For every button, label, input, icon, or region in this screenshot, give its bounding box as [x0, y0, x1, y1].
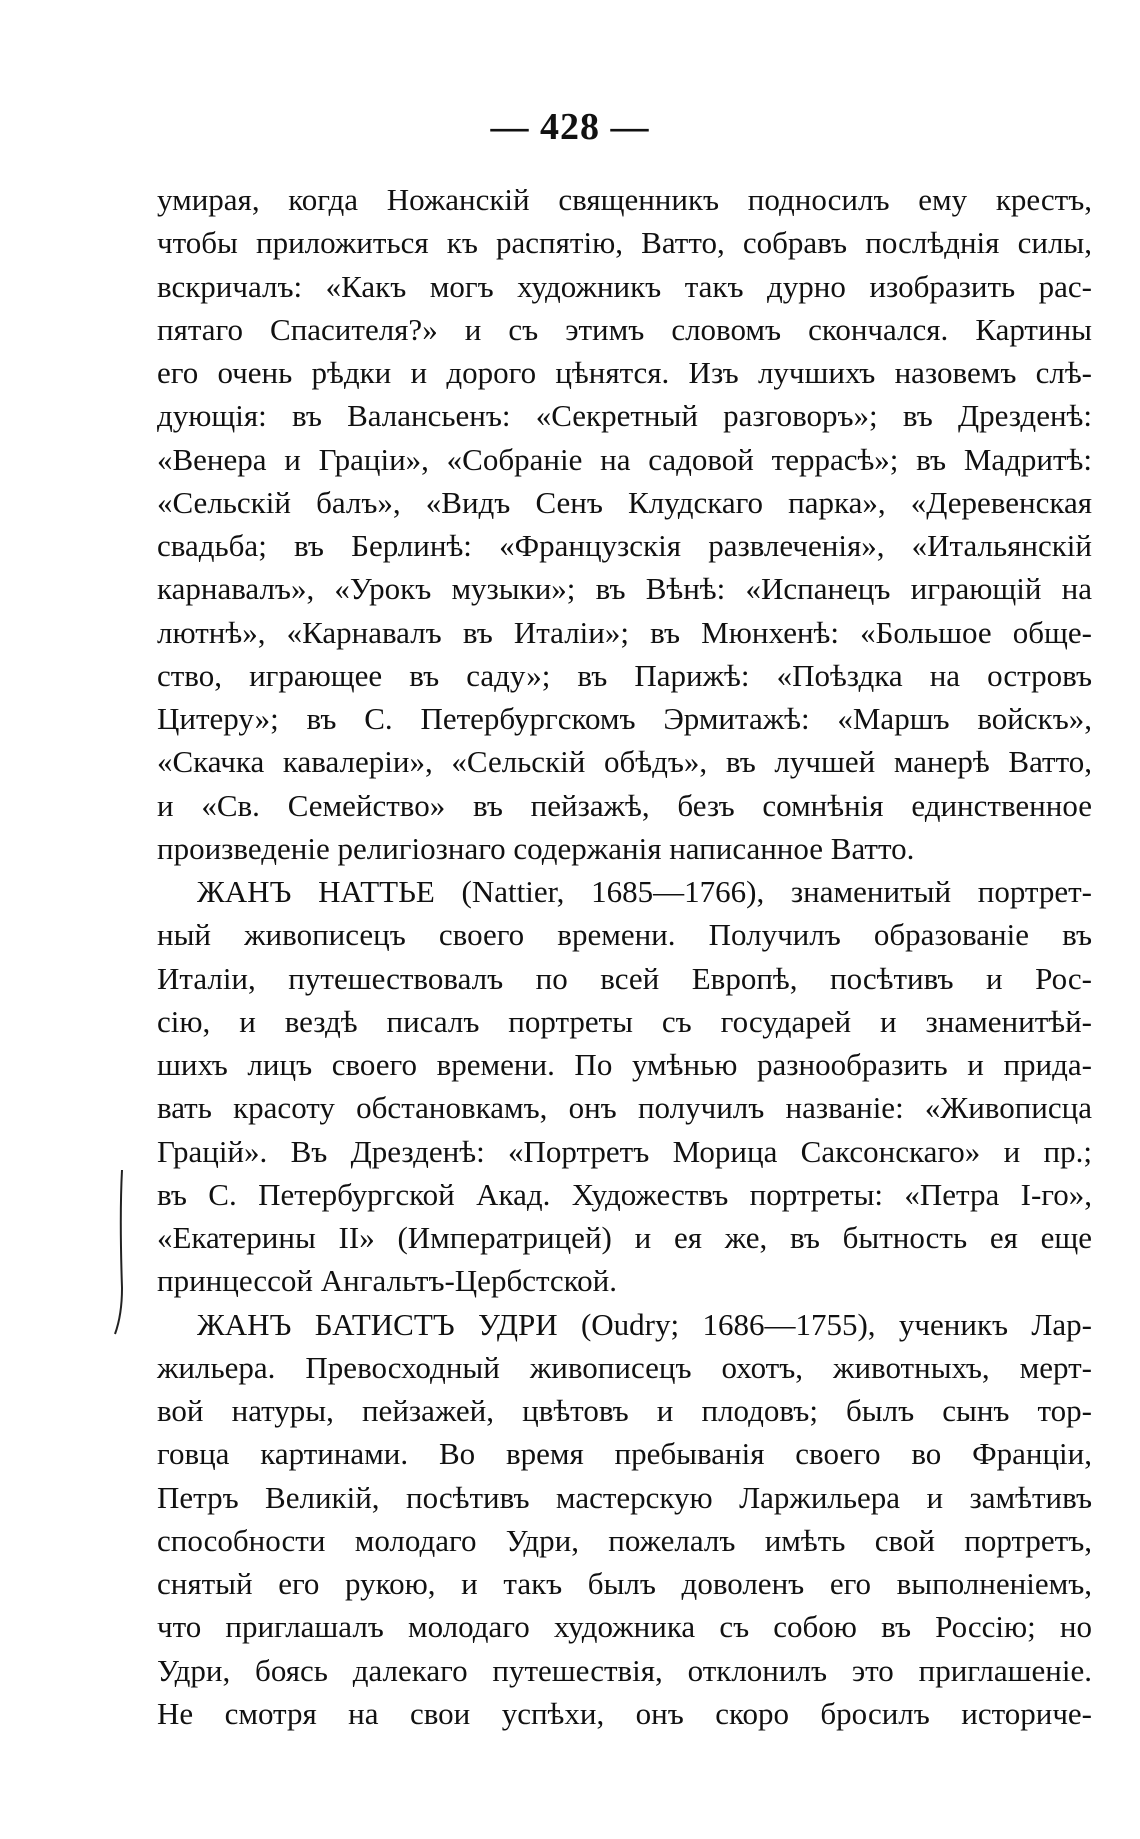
- text-line: «Сельскій балъ», «Видъ Сенъ Клудскаго парка», «Деревенская: [157, 484, 1092, 520]
- text-line: вать красоту обстановкамъ, онъ получилъ названіе: «Живописца: [157, 1090, 1092, 1126]
- text-line: шихъ лицъ своего времени. По умѣнью разнообразить и прида-: [157, 1047, 1092, 1082]
- text-line: Удри, боясь далекаго путешествія, отклонилъ это приглашеніе.: [157, 1652, 1092, 1688]
- text-line: ный живописецъ своего времени. Получилъ образованіе въ: [157, 917, 1092, 953]
- margin-pencil-mark: [112, 1168, 132, 1336]
- text-line: принцессой Ангальтъ-Цербстской.: [157, 1263, 617, 1299]
- text-line: дующія: въ Валансьенъ: «Секретный разговоръ»; въ Дрезденѣ:: [157, 398, 1092, 434]
- text-line: «Скачка кавалеріи», «Сельскій обѣдъ», въ лучшей манерѣ Ватто,: [157, 744, 1092, 780]
- text-line: Петръ Великій, посѣтивъ мастерскую Ларжильера и замѣтивъ: [157, 1479, 1092, 1515]
- entry-heading-line: ЖАНЪ БАТИСТЪ УДРИ (Oudry; 1686—1755), ученикъ Лар-: [197, 1306, 1092, 1342]
- text-line: пятаго Спасителя?» и съ этимъ словомъ скончался. Картины: [157, 311, 1092, 347]
- text-line: «Венера и Граціи», «Собраніе на садовой террасѣ»; въ Мадритѣ:: [157, 441, 1092, 477]
- entry-heading-line: ЖАНЪ НАТТЬЕ (Nattier, 1685—1766), знаменитый портрет-: [197, 874, 1092, 909]
- text-line: лютнѣ», «Карнавалъ въ Италіи»; въ Мюнхенѣ: «Большое обще-: [157, 614, 1092, 650]
- text-line: и «Св. Семейство» въ пейзажѣ, безъ сомнѣнія единственное: [157, 787, 1092, 823]
- text-line: ство, играющее въ саду»; въ Парижѣ: «Поѣздка на островъ: [157, 657, 1092, 693]
- text-line: вскричалъ: «Какъ могъ художникъ такъ дурно изобразить рас-: [157, 268, 1092, 304]
- text-line: чтобы приложиться къ распятію, Ватто, собравъ послѣднія силы,: [157, 225, 1092, 261]
- text-line: Цитеру»; въ С. Петербургскомъ Эрмитажѣ: «Маршъ войскъ»,: [157, 701, 1092, 736]
- text-line: карнавалъ», «Урокъ музыки»; въ Вѣнѣ: «Испанецъ играющій на: [157, 571, 1092, 607]
- text-line: въ С. Петербургской Акад. Художествъ портреты: «Петра I-го»,: [157, 1176, 1092, 1212]
- text-line: Италіи, путешествовалъ по всей Европѣ, посѣтивъ и Рос-: [157, 960, 1092, 996]
- text-line: вой натуры, пейзажей, цвѣтовъ и плодовъ; былъ сынъ тор-: [157, 1393, 1092, 1428]
- text-line: свадьба; въ Берлинѣ: «Французскія развлеченія», «Итальянскій: [157, 528, 1092, 563]
- text-line: произведеніе религіознаго содержанія написанное Ватто.: [157, 830, 915, 866]
- body-text: [157, 178, 1092, 1735]
- text-line: говца картинами. Во время пребыванія своего во Франціи,: [157, 1436, 1092, 1472]
- text-line: умирая, когда Ножанскій священникъ подносилъ ему крестъ,: [157, 182, 1092, 217]
- text-line: «Екатерины II» (Императрицей) и ея же, въ бытность ея еще: [157, 1220, 1092, 1255]
- text-line: жильера. Превосходный живописецъ охотъ, животныхъ, мерт-: [157, 1349, 1092, 1385]
- text-line: снятый его рукою, и такъ былъ доволенъ его выполненіемъ,: [157, 1566, 1092, 1601]
- text-line: что приглашалъ молодаго художника съ собою въ Россію; но: [157, 1609, 1092, 1645]
- text-line: способности молодаго Удри, пожелалъ имѣть свой портретъ,: [157, 1522, 1092, 1558]
- text-line: его очень рѣдки и дорого цѣнятся. Изъ лучшихъ назовемъ слѣ-: [157, 355, 1092, 390]
- text-line: Грацій». Въ Дрезденѣ: «Портретъ Морица Саксонскаго» и пр.;: [157, 1133, 1092, 1169]
- text-line: Не смотря на свои успѣхи, онъ скоро бросилъ историче-: [157, 1695, 1092, 1731]
- text-line: сію, и вездѣ писалъ портреты съ государей и знаменитѣй-: [157, 1003, 1092, 1039]
- page-number: — 428 —: [490, 106, 650, 148]
